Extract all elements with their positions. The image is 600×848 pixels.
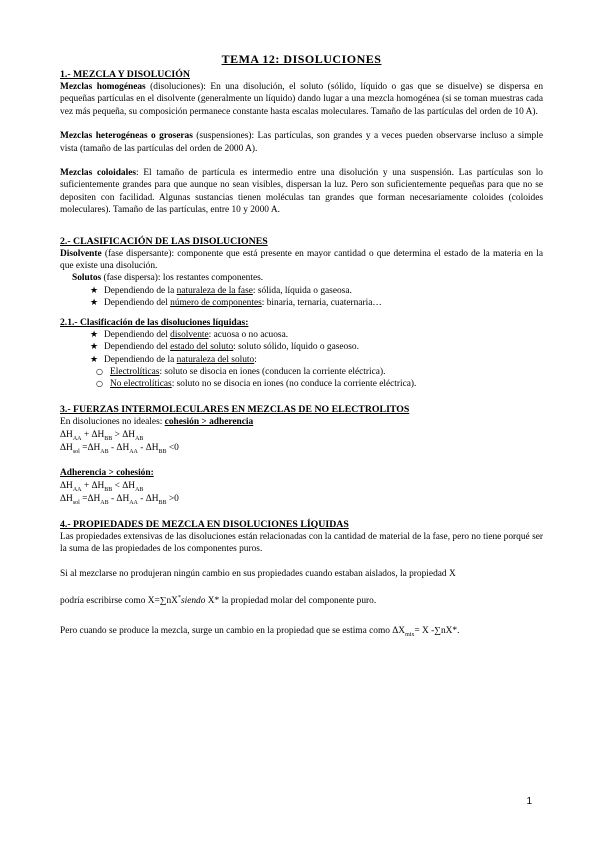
paragraph-no-change: Si al mezclarse no produjeran ningún cambio en sus propiedades cuando estaban aislados, la propiedad X [60,568,456,579]
equation-adherence-2: $\Delta H_{sol} =\Delta H_{AB} - \Delta H_{AA} - \Delta H_{BB} >0$ [60,493,179,506]
star-bullet-icon: ★ [90,329,99,340]
page-title: TEMA 12: DISOLUCIONES [221,52,382,66]
formula-mixing: $\Delta X_{mix}= X$ -∑nX*. [392,626,460,639]
list-item: ○ Electrolíticas: soluto se disocia en iones (conducen la corriente eléctrica). [96,366,386,377]
list-item: ★ Dependiendo del disolvente: acuosa o no acuosa. [90,329,289,340]
list-item: ○ No electrolíticas: soluto no se disocia en iones (no conduce la corriente eléctrica). [96,379,417,390]
paragraph-solutes: Solutos (fase dispersa): los restantes componentes. [72,273,264,284]
paragraph-molar-property: podría escribirse como X=∑nX*siendo X* la propiedad molar del componente puro. [60,594,377,607]
classification-list [60,285,543,310]
section-4-heading: 4.- PROPIEDADES DE MEZCLA EN DISOLUCIONES LÍQUIDAS [60,518,349,530]
term-solvent: Disolvente [60,248,102,259]
paragraph-homogeneous: Mezclas homogéneas (disoluciones): En una disolución, el soluto (sólido, líquido o gas que se disuelve) se dispersa en pequeñas partículas en el disolvente (generalmente un líquido) dando lugar a una mezcla homogénea (si se toman muestras cada vez más pequeña, su composición permanece constante hasta escalas moleculares. Tamaño de las partículas del orden de 10 A). [60,82,544,117]
page-number: 1 [526,796,532,807]
paragraph-mixing-change: Pero cuando se produce la mezcla, surge un cambio en la propiedad que se estima como $\Delta X_{mix}= X$ -∑nX*. [60,626,460,639]
star-bullet-icon: ★ [90,298,99,309]
term-colloidal: Mezclas coloidales [60,168,137,179]
star-bullet-icon: ★ [90,354,99,365]
circle-bullet-icon: ○ [96,379,103,389]
list-item: ★ Dependiendo de la naturaleza de la fase: sólida, líquida o gaseosa. [90,285,352,296]
term-solutes: Solutos [72,273,102,284]
non-ideal-intro: En disoluciones no ideales: cohesión > adherencia [60,416,254,427]
list-item: ★ Dependiendo del número de componentes: binaria, ternaria, cuaternaria… [90,298,382,309]
section-3-heading: 3.- FUERZAS INTERMOLECULARES EN MEZCLAS DE NO ELECTROLITOS [60,403,410,415]
star-bullet-icon: ★ [90,285,99,296]
star-bullet-icon: ★ [90,342,99,353]
equation-cohesion-2: $\Delta H_{sol} =\Delta H_{AB} - \Delta H_{AA} - \Delta H_{BB} <0$ [60,442,179,455]
solute-nature-sublist [60,366,543,391]
paragraph-extensive-properties: Las propiedades extensivas de las disoluciones están relacionadas con la cantidad de material de la fase, pero no tiene porqué ser la suma de las propiedades de los componentes puros. [60,531,543,555]
liquid-classification-list [60,329,543,366]
document-page [60,52,543,638]
paragraph-solvent: Disolvente (fase dispersante): componente que está presente en mayor cantidad o que determina el estado de la materia en la que existe una disolución. [60,248,543,272]
list-item: ★ Dependiendo del estado del soluto: soluto sólido, líquido o gaseoso. [90,342,359,353]
circle-bullet-icon: ○ [96,366,103,376]
term-heterogeneous: Mezclas heterogéneas o groseras [60,131,193,142]
paragraph-heterogeneous: Mezclas heterogéneas o groseras (suspensiones): Las partículas, son grandes y a veces pueden observarse incluso a simple vista (tamaño de las partículas del orden de 2000 A). [60,131,543,154]
section-2-heading: 2.- CLASIFICACIÓN DE LAS DISOLUCIONES [60,235,268,247]
adherence-heading: Adherencia > cohesión: [60,467,154,478]
paragraph-colloidal: Mezclas coloidales: El tamaño de partícula es intermedio entre una disolución y una suspensión. Las partículas son lo suficientemente grandes para que aunque no sean visibles, dispersan la luz. Pero son suficientemente pequeñas para que no se depositen con facilidad. Algunas sustancias tienen moléculas tan grandes que forman necesariamente coloides (coloides moleculares). Tamaño de las partículas, entre 10 y 2000 A. [60,168,543,216]
term-homogeneous: Mezclas homogéneas [60,82,146,92]
formula-ideal: X=∑nX*siendo X* [147,594,220,607]
section-1-heading: 1.- MEZCLA Y DISOLUCIÓN [60,69,190,80]
list-item: ★ Dependiendo de la naturaleza del soluto: [90,354,257,365]
equation-adherence-1: $\Delta H_{AA} + \Delta H_{BB} < \Delta H_{AB}$ [60,480,144,493]
section-2-1-heading: 2.1.- Clasificación de las disoluciones líquidas: [60,316,249,328]
equation-cohesion-1: $\Delta H_{AA} + \Delta H_{BB} > \Delta H_{AB}$ [60,429,144,442]
